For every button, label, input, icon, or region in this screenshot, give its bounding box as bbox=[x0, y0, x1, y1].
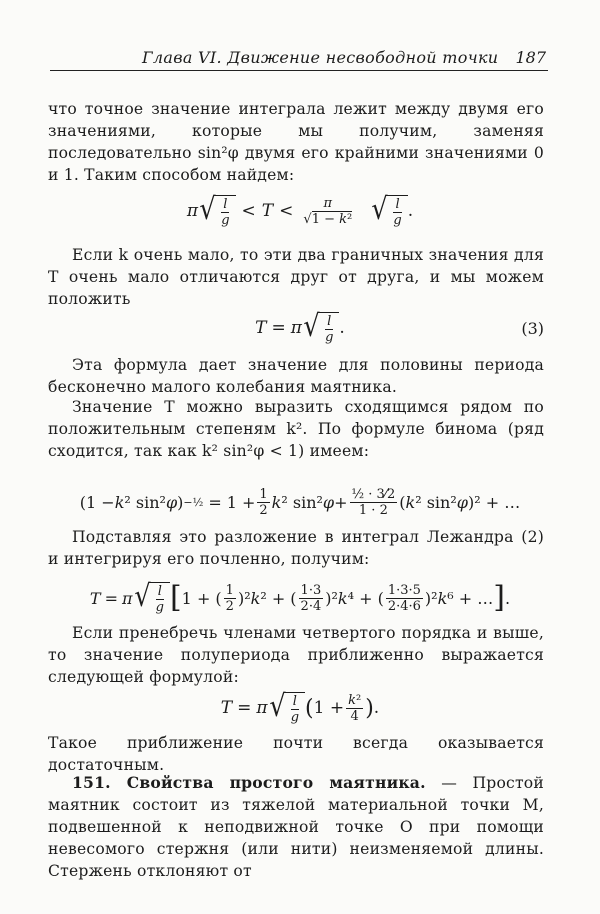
section-heading: 151. Свойства простого маятника. bbox=[72, 773, 426, 792]
equation-inequality: π √ $\frac{l}{g}$ < T < $\frac{\pi}{\text{√1 − k²}}$ √ $\frac{l}{g}$ . bbox=[186, 191, 414, 228]
equation-number: (3) bbox=[521, 318, 544, 338]
paragraph-6: Если пренебречь членами четвертого порядка и выше, то значение полупериода приближенно выражается следующей формулой: bbox=[48, 624, 544, 686]
equation-series: T = π √ $\frac{l}{g}$ [ 1 + ( $\frac{1}{2}$ )² k ² + ( $\frac{1\cdot 3}{2\cdot 4}$ )² k ⁴ + ( $\frac{1\cdot 3\cdot 5}{2\cdot 4\cdot 6}$ )² k ⁶ + … ] . bbox=[89, 578, 511, 615]
page-number: 187 bbox=[515, 48, 546, 67]
paragraph-7: Такое приближение почти всегда оказывается достаточным. bbox=[48, 734, 544, 774]
equation-approximation: T = π √ $\frac{l}{g}$ ( 1 + $\frac{\text{k²}}{4}$ ) . bbox=[220, 688, 380, 725]
section-text: — Простой маятник состоит из тяжелой материальной точки M, подвешенной к неподвижной точке O при помощи невесомого стержня (или нити) неизменяемой длины. Стержень отклоняют от bbox=[48, 774, 544, 880]
running-title: Глава VI. Движение несвободной точки bbox=[142, 48, 499, 67]
paragraph-2: Если k очень мало, то эти два граничных значения для T очень мало отличаются друг от друга, и мы можем положить bbox=[48, 246, 544, 308]
running-header bbox=[50, 44, 548, 71]
paragraph-4: Значение T можно выразить сходящимся рядом по положительным степеням k². По формуле бинома (ряд сходится, так как k² sin²φ < 1) имеем: bbox=[48, 398, 544, 460]
equation-binomial: (1 − k ² sin² φ ) −½ = 1 + $\frac{1}{2}$ k ² sin² φ + $\frac{\text{½ · 3⁄2}}{1 \cdot 2}$ ( k ² sin² φ )² + … bbox=[79, 486, 521, 518]
section-151-paragraph bbox=[48, 772, 544, 882]
paragraph-5: Подставляя это разложение в интеграл Лежандра (2) и интегрируя его почленно, получим: bbox=[48, 528, 544, 568]
paragraph-3: Эта формула дает значение для половины периода бесконечно малого колебания маятника. bbox=[48, 356, 544, 396]
equation-3: T = π √ $\frac{l}{g}$ . (3) bbox=[255, 308, 544, 345]
paragraph-1: что точное значение интеграла лежит между двумя его значениями, которые мы получим, заменяя последовательно sin²φ двумя его крайними значениями 0 и 1. Таким способом найдем: bbox=[48, 100, 544, 184]
